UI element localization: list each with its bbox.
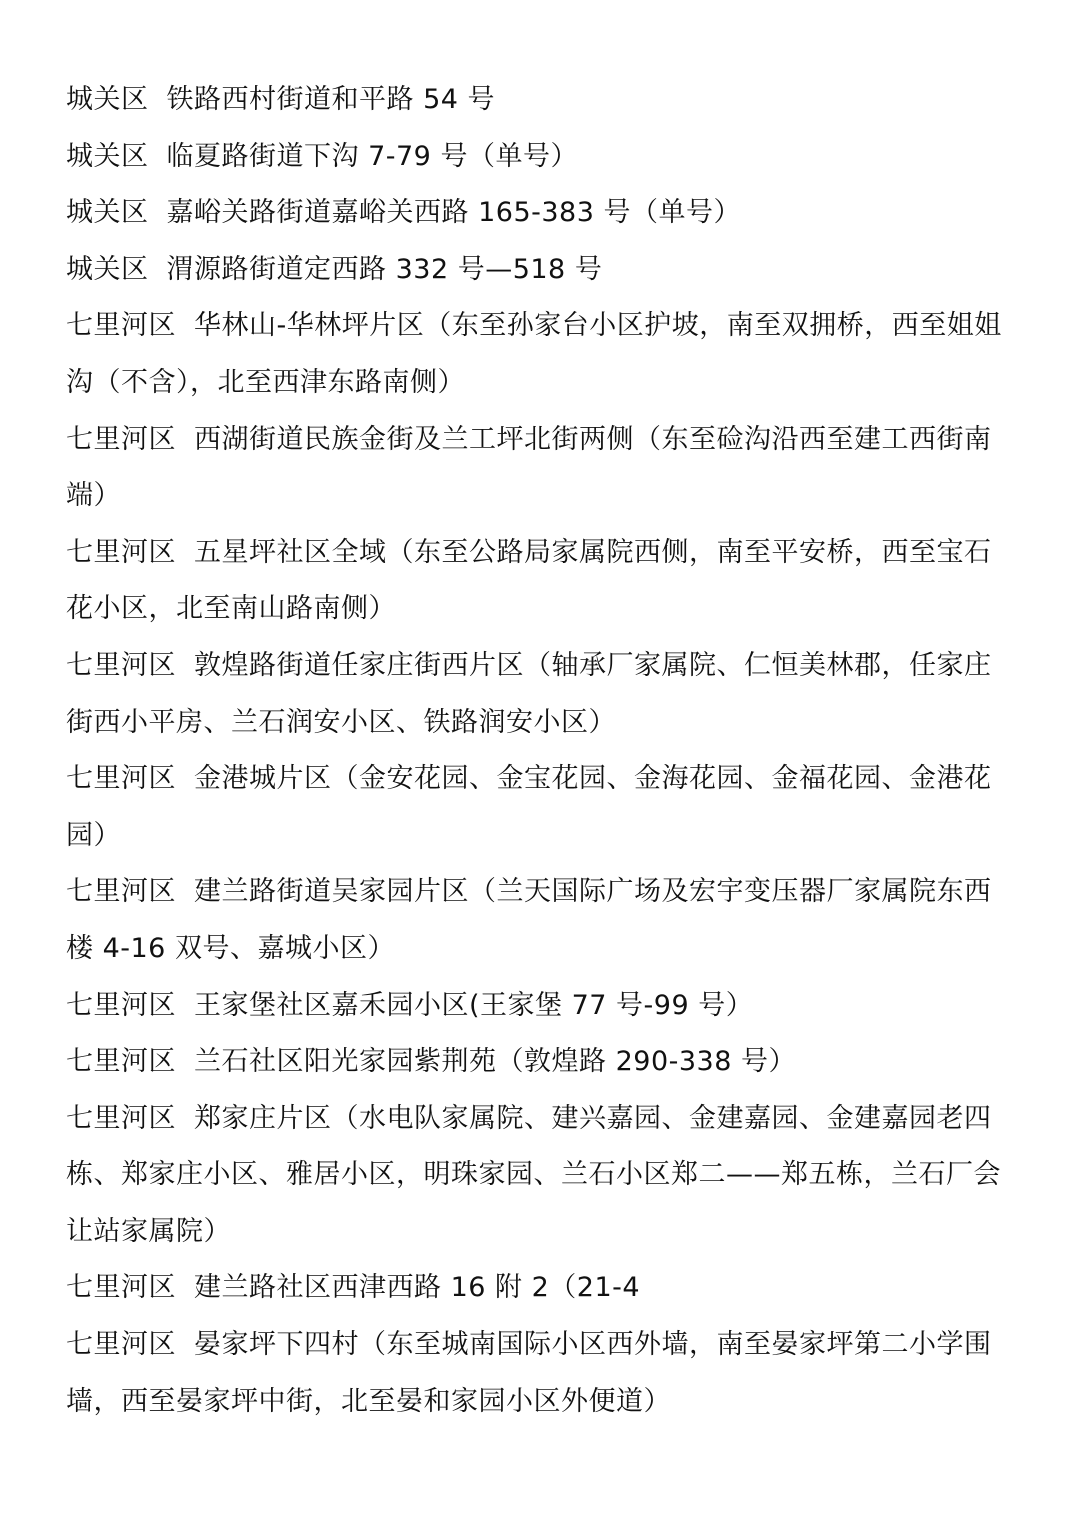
list-item xyxy=(66,525,1018,638)
list-item xyxy=(66,242,1018,299)
area-text: 嘉峪关路街道嘉峪关西路 165-383 号（单号） xyxy=(166,197,741,229)
district-label: 七里河区 xyxy=(66,1329,176,1361)
area-text: 五星坪社区全域（东至公路局家属院西侧，南至平安桥，西至宝石花小区，北至南山路南侧） xyxy=(66,536,992,625)
list-item xyxy=(66,412,1018,525)
list-item xyxy=(66,978,1018,1035)
district-label: 城关区 xyxy=(66,253,149,285)
district-label: 七里河区 xyxy=(66,876,176,908)
area-text: 郑家庄片区（水电队家属院、建兴嘉园、金建嘉园、金建嘉园老四栋、郑家庄小区、雅居小区，明珠家园、兰石小区郑二——郑五栋，兰石厂会让站家属院） xyxy=(66,1102,1001,1247)
list-item xyxy=(66,129,1018,186)
district-label: 城关区 xyxy=(66,84,149,115)
district-label: 七里河区 xyxy=(66,649,176,681)
district-label: 城关区 xyxy=(66,197,149,229)
list-item xyxy=(66,751,1018,864)
list-item xyxy=(66,638,1018,751)
district-label: 七里河区 xyxy=(66,536,176,568)
area-text: 晏家坪下四村（东至城南国际小区西外墙，南至晏家坪第二小学围墙，西至晏家坪中街，北至晏和家园小区外便道） xyxy=(66,1329,992,1417)
district-label: 七里河区 xyxy=(66,1102,176,1134)
list-item xyxy=(66,1260,1018,1317)
area-text: 临夏路街道下沟 7-79 号（单号） xyxy=(166,140,578,172)
district-label: 七里河区 xyxy=(66,1046,176,1078)
district-label: 七里河区 xyxy=(66,763,176,795)
area-text: 兰石社区阳光家园紫荆苑（敦煌路 290-338 号） xyxy=(194,1046,796,1078)
list-item xyxy=(66,1317,1018,1430)
area-text: 建兰路社区西津西路 16 附 2（21-4 xyxy=(194,1272,641,1304)
area-text: 敦煌路街道任家庄街西片区（轴承厂家属院、仁恒美林郡，任家庄街西小平房、兰石润安小区、铁路润安小区） xyxy=(66,649,992,738)
list-item xyxy=(66,1091,1018,1261)
document-body xyxy=(66,72,1018,1430)
area-text: 王家堡社区嘉禾园小区(王家堡 77 号-99 号） xyxy=(194,989,754,1021)
list-item xyxy=(66,864,1018,977)
list-item xyxy=(66,1034,1018,1091)
area-text: 铁路西村街道和平路 54 号 xyxy=(166,84,496,115)
area-text: 西湖街道民族金街及兰工坪北街两侧（东至硷沟沿西至建工西街南端） xyxy=(66,423,992,512)
district-label: 城关区 xyxy=(66,140,149,172)
district-label: 七里河区 xyxy=(66,310,176,342)
district-label: 七里河区 xyxy=(66,989,176,1021)
list-item xyxy=(66,72,1018,129)
list-item xyxy=(66,185,1018,242)
area-text: 渭源路街道定西路 332 号—518 号 xyxy=(166,253,603,285)
list-item xyxy=(66,298,1018,411)
district-label: 七里河区 xyxy=(66,1272,176,1304)
area-text: 建兰路街道吴家园片区（兰天国际广场及宏宇变压器厂家属院东西楼 4-16 双号、嘉城小区） xyxy=(66,876,992,964)
district-label: 七里河区 xyxy=(66,423,176,455)
area-text: 金港城片区（金安花园、金宝花园、金海花园、金福花园、金港花园） xyxy=(66,763,992,851)
area-text: 华林山-华林坪片区（东至孙家台小区护坡，南至双拥桥，西至姐姐沟（不含），北至西津东路南侧） xyxy=(66,310,1002,398)
